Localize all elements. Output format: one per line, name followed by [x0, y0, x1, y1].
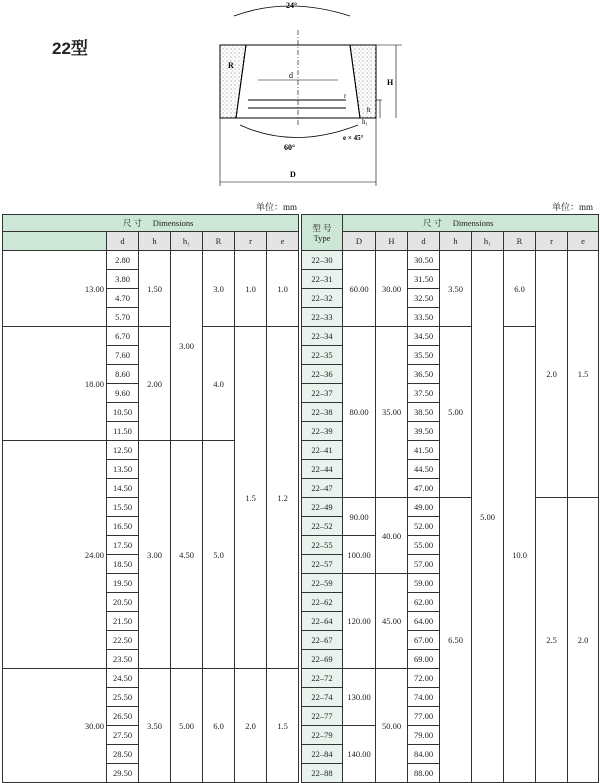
col-header-d: d	[408, 232, 440, 251]
col-header-R: R	[203, 232, 235, 251]
table-row	[302, 251, 599, 270]
cell-type: 22–37	[302, 384, 343, 403]
cell-d: 32.50	[408, 289, 440, 308]
cell-D: 90.00	[343, 498, 376, 536]
cell-type: 22–74	[302, 688, 343, 707]
cell-r: 1.0	[235, 251, 267, 327]
cell-d: 3.80	[107, 270, 139, 289]
cell-d: 36.50	[408, 365, 440, 384]
cell-type: 22–44	[302, 460, 343, 479]
cell-type: 22–64	[302, 612, 343, 631]
cell-d: 39.50	[408, 422, 440, 441]
cell-d: 74.00	[408, 688, 440, 707]
cell-d: 11.50	[107, 422, 139, 441]
label-D: D	[290, 170, 296, 179]
cell-d: 27.50	[107, 726, 139, 745]
cell-R: 4.0	[203, 327, 235, 441]
cell-d: 14.50	[107, 479, 139, 498]
cell-d: 69.00	[408, 650, 440, 669]
cell-type: 22–62	[302, 593, 343, 612]
col-header-d: d	[107, 232, 139, 251]
cell-H: 35.00	[376, 327, 408, 498]
cell-d: 22.50	[107, 631, 139, 650]
cell-type: 22–34	[302, 327, 343, 346]
cell-d: 4.70	[107, 289, 139, 308]
cell-type: 22–31	[302, 270, 343, 289]
cell-h1: 4.50	[171, 441, 203, 669]
cell-d: 9.60	[107, 384, 139, 403]
cell-type: 22–88	[302, 764, 343, 783]
label-h: h	[367, 106, 371, 114]
cell-d: 33.50	[408, 308, 440, 327]
cell-d: 17.50	[107, 536, 139, 555]
label-d: d	[289, 71, 293, 80]
type-header: 型 号 Type	[302, 215, 343, 251]
cell-h: 3.00	[139, 441, 171, 669]
cell-type: 22–79	[302, 726, 343, 745]
cell-D: 100.00	[343, 536, 376, 574]
cell-e: 2.0	[568, 498, 599, 783]
cell-d: 28.50	[107, 745, 139, 764]
cell-h: 2.00	[139, 327, 171, 441]
cell-type: 22–30	[302, 251, 343, 270]
cell-h: 3.50	[440, 251, 472, 327]
cell-D: 120.00	[343, 574, 376, 669]
cell-d: 26.50	[107, 707, 139, 726]
cell-H: 45.00	[376, 574, 408, 669]
cell-e: 1.5	[568, 251, 599, 498]
table-row	[3, 669, 299, 688]
cell-r: 1.5	[235, 327, 267, 669]
left-header-size: 尺 寸 Dimensions	[3, 215, 299, 232]
cell-R: 5.0	[203, 441, 235, 669]
cell-type: 22–59	[302, 574, 343, 593]
col-header-e: e	[267, 232, 299, 251]
cell-R: 3.0	[203, 251, 235, 327]
col-header-D: D	[343, 232, 376, 251]
cell-R: 6.0	[203, 669, 235, 783]
cell-d: 49.00	[408, 498, 440, 517]
cell-d: 7.60	[107, 346, 139, 365]
cell-r: 2.0	[235, 669, 267, 783]
cell-h1: 3.00	[171, 251, 203, 441]
cell-h1: 5.00	[171, 669, 203, 783]
cell-type: 22–84	[302, 745, 343, 764]
cell-d: 84.00	[408, 745, 440, 764]
cell-R: 10.0	[504, 327, 536, 783]
table-row	[302, 498, 599, 517]
col-header-H: H	[376, 232, 408, 251]
cell-type: 22–77	[302, 707, 343, 726]
cell-type: 22–35	[302, 346, 343, 365]
cell-d: 64.00	[408, 612, 440, 631]
cell-d: 30.50	[408, 251, 440, 270]
angle-top-label: 24°	[286, 1, 298, 10]
cell-type: 22–47	[302, 479, 343, 498]
cell-d: 37.50	[408, 384, 440, 403]
cell-d: 55.00	[408, 536, 440, 555]
cell-h: 1.50	[139, 251, 171, 327]
cell-h: 5.00	[440, 327, 472, 498]
cell-type: 22–52	[302, 517, 343, 536]
cell-d: 44.50	[408, 460, 440, 479]
cell-type: 22–69	[302, 650, 343, 669]
cell-h: 6.50	[440, 498, 472, 783]
page-title: 22型	[52, 39, 88, 58]
cell-D: 80.00	[343, 327, 376, 498]
cell-d: 47.00	[408, 479, 440, 498]
cell-d: 13.50	[107, 460, 139, 479]
cell-e: 1.5	[267, 669, 299, 783]
cell-d: 41.50	[408, 441, 440, 460]
cell-d: 57.00	[408, 555, 440, 574]
col-header-h1: h₁	[472, 232, 504, 251]
cell-d: 88.00	[408, 764, 440, 783]
cell-H: 50.00	[376, 669, 408, 783]
cell-D: 60.00	[343, 251, 376, 327]
unit-label-left: 单位：mm	[256, 202, 298, 212]
cell-e: 1.2	[267, 327, 299, 669]
col-header-r: r	[235, 232, 267, 251]
grinding-wheel-drawing	[210, 0, 410, 190]
cell-h1: 5.00	[472, 251, 504, 783]
cell-r: 2.5	[536, 498, 568, 783]
cell-d: 18.50	[107, 555, 139, 574]
label-h1: h₁	[362, 118, 368, 126]
cell-h: 3.50	[139, 669, 171, 783]
col-header-h: h	[139, 232, 171, 251]
cell-d: 35.50	[408, 346, 440, 365]
cell-type: 22–39	[302, 422, 343, 441]
cell-d: 25.50	[107, 688, 139, 707]
cell-D: 30.00	[3, 669, 107, 783]
right-dimension-table	[301, 214, 599, 783]
cell-d: 31.50	[408, 270, 440, 289]
col-header-h1: h₁	[171, 232, 203, 251]
cell-D: 18.00	[3, 327, 107, 441]
cell-d: 34.50	[408, 327, 440, 346]
cell-D: 13.00	[3, 251, 107, 327]
cell-d: 52.00	[408, 517, 440, 536]
col-header-R: R	[504, 232, 536, 251]
table-row	[3, 327, 299, 346]
cell-type: 22–41	[302, 441, 343, 460]
cell-D: 140.00	[343, 726, 376, 783]
label-H: H	[387, 78, 394, 87]
cell-d: 77.00	[408, 707, 440, 726]
cell-d: 15.50	[107, 498, 139, 517]
cell-R: 6.0	[504, 251, 536, 327]
col-header-h: h	[440, 232, 472, 251]
label-e: e × 45°	[343, 134, 364, 142]
cell-e: 1.0	[267, 251, 299, 327]
col-header-e: e	[568, 232, 599, 251]
right-header-size: 尺 寸 Dimensions	[343, 215, 599, 232]
cell-type: 22–57	[302, 555, 343, 574]
cell-type: 22–32	[302, 289, 343, 308]
cell-d: 10.50	[107, 403, 139, 422]
cell-type: 22–55	[302, 536, 343, 555]
unit-label-right: 单位：mm	[552, 202, 594, 212]
cell-d: 21.50	[107, 612, 139, 631]
cell-d: 79.00	[408, 726, 440, 745]
cell-type: 22–38	[302, 403, 343, 422]
cell-d: 23.50	[107, 650, 139, 669]
cell-d: 6.70	[107, 327, 139, 346]
cell-d: 20.50	[107, 593, 139, 612]
cell-d: 12.50	[107, 441, 139, 460]
cell-d: 62.00	[408, 593, 440, 612]
cell-d: 8.60	[107, 365, 139, 384]
cell-d: 38.50	[408, 403, 440, 422]
label-r: r	[344, 92, 347, 100]
cell-H: 40.00	[376, 498, 408, 574]
cell-d: 24.50	[107, 669, 139, 688]
cell-D: 130.00	[343, 669, 376, 726]
col-header-r: r	[536, 232, 568, 251]
cell-type: 22–67	[302, 631, 343, 650]
cell-d: 29.50	[107, 764, 139, 783]
angle-bottom-label: 60°	[284, 143, 296, 152]
cell-d: 5.70	[107, 308, 139, 327]
table-row	[3, 251, 299, 270]
label-R: R	[228, 61, 234, 70]
cell-D: 24.00	[3, 441, 107, 669]
cell-type: 22–33	[302, 308, 343, 327]
cell-d: 16.50	[107, 517, 139, 536]
cell-type: 22–36	[302, 365, 343, 384]
cell-d: 19.50	[107, 574, 139, 593]
cell-type: 22–49	[302, 498, 343, 517]
cell-r: 2.0	[536, 251, 568, 498]
cell-d: 59.00	[408, 574, 440, 593]
cell-type: 22–72	[302, 669, 343, 688]
left-header-blank	[3, 232, 107, 251]
left-dimension-table	[2, 214, 299, 783]
cell-d: 72.00	[408, 669, 440, 688]
cell-d: 2.80	[107, 251, 139, 270]
cell-d: 67.00	[408, 631, 440, 650]
cell-H: 30.00	[376, 251, 408, 327]
